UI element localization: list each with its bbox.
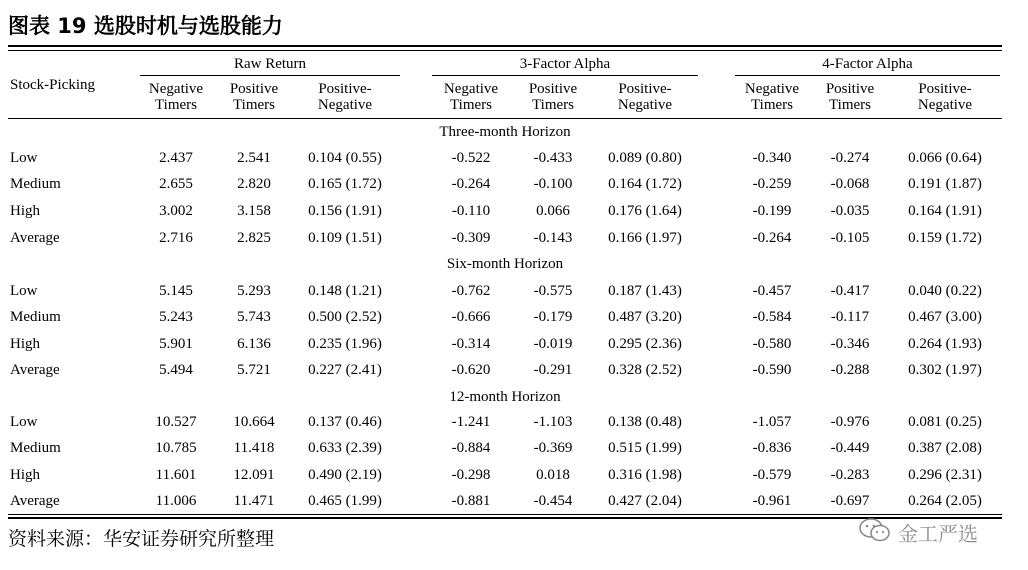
table-cell: 0.176 (1.64) [608, 203, 682, 219]
table-row [0, 203, 1010, 223]
bottom-rule-thin [8, 514, 1002, 515]
table-cell: 0.490 (2.19) [308, 467, 382, 483]
table-cell: -1.103 [533, 414, 573, 430]
table-row [0, 150, 1010, 170]
table-cell: 0.296 (2.31) [908, 467, 982, 483]
table-cell: -0.264 [752, 230, 792, 246]
table-cell: 0.089 (0.80) [608, 150, 682, 166]
row-label: Average [10, 493, 60, 509]
table-cell: -0.110 [451, 203, 491, 219]
table-cell: -0.309 [451, 230, 491, 246]
table-cell: 11.471 [233, 493, 275, 509]
col-header-4-factor-alpha-negative-timers: Negative Timers [744, 81, 800, 113]
table-cell: 5.243 [159, 309, 193, 325]
table-cell: -0.976 [830, 414, 870, 430]
table-row [0, 414, 1010, 434]
group-rule-4-factor-alpha [735, 75, 1000, 76]
table-cell: 0.328 (2.52) [608, 362, 682, 378]
table-cell: 0.227 (2.41) [308, 362, 382, 378]
table-cell: 0.264 (1.93) [908, 336, 982, 352]
table-cell: -1.241 [451, 414, 491, 430]
table-cell: -0.697 [830, 493, 870, 509]
table-cell: -0.575 [533, 283, 573, 299]
table-cell: 0.066 (0.64) [908, 150, 982, 166]
row-label: High [10, 336, 40, 352]
group-rule-raw-return [140, 75, 400, 76]
row-label: Medium [10, 176, 61, 192]
table-row [0, 467, 1010, 487]
table-row [0, 309, 1010, 329]
table-cell: 0.487 (3.20) [608, 309, 682, 325]
table-cell: 0.148 (1.21) [308, 283, 382, 299]
table-cell: 2.541 [237, 150, 271, 166]
row-label: Average [10, 230, 60, 246]
table-cell: 0.302 (1.97) [908, 362, 982, 378]
table-cell: 10.785 [155, 440, 197, 456]
horizon-label: 12-month Horizon [449, 389, 561, 405]
table-row [0, 493, 1010, 513]
table-cell: 3.002 [159, 203, 193, 219]
table-cell: 0.295 (2.36) [608, 336, 682, 352]
table-cell: -0.417 [830, 283, 870, 299]
table-cell: -0.580 [752, 336, 792, 352]
table-cell: -0.314 [451, 336, 491, 352]
table-row [0, 176, 1010, 196]
table-row [0, 230, 1010, 250]
table-cell: 0.500 (2.52) [308, 309, 382, 325]
table-cell: -0.117 [830, 309, 870, 325]
col-header-3-factor-alpha-positive-negative: Positive- Negative [617, 81, 673, 113]
group-header-raw-return: Raw Return [233, 56, 307, 72]
col-header-4-factor-alpha-positive-negative: Positive- Negative [917, 81, 973, 113]
table-cell: 11.418 [233, 440, 275, 456]
wechat-logo-icon [858, 516, 892, 544]
table-cell: 0.081 (0.25) [908, 414, 982, 430]
horizon-label: Six-month Horizon [446, 256, 564, 272]
table-cell: -0.291 [533, 362, 573, 378]
table-cell: 0.465 (1.99) [308, 493, 382, 509]
table-cell: 0.159 (1.72) [908, 230, 982, 246]
table-cell: -0.762 [451, 283, 491, 299]
row-label: Low [10, 414, 38, 430]
table-cell: -0.019 [533, 336, 573, 352]
table-cell: 11.601 [155, 467, 197, 483]
table-cell: -0.340 [752, 150, 792, 166]
col-header-raw-return-negative-timers: Negative Timers [148, 81, 204, 113]
bottom-rule-thick [8, 517, 1002, 519]
table-cell: -0.283 [830, 467, 870, 483]
table-cell: 10.664 [233, 414, 275, 430]
table-cell: -0.884 [451, 440, 491, 456]
table-cell: 2.655 [159, 176, 193, 192]
table-cell: 0.109 (1.51) [308, 230, 382, 246]
table-cell: 0.166 (1.97) [608, 230, 682, 246]
table-row [0, 336, 1010, 356]
table-cell: -0.590 [752, 362, 792, 378]
col-header-3-factor-alpha-positive-timers: Positive Timers [528, 81, 578, 113]
table-cell: -0.433 [533, 150, 573, 166]
table-row [0, 362, 1010, 382]
table-cell: 12.091 [233, 467, 275, 483]
table-cell: -0.881 [451, 493, 491, 509]
table-cell: -0.579 [752, 467, 792, 483]
table-cell: 0.467 (3.00) [908, 309, 982, 325]
table-cell: -0.288 [830, 362, 870, 378]
table-cell: 0.165 (1.72) [308, 176, 382, 192]
table-cell: 5.293 [237, 283, 271, 299]
table-cell: 0.191 (1.87) [908, 176, 982, 192]
table-cell: -0.346 [830, 336, 870, 352]
table-cell: -0.068 [830, 176, 870, 192]
table-cell: -0.457 [752, 283, 792, 299]
table-cell: 5.494 [159, 362, 193, 378]
table-cell: 2.716 [159, 230, 193, 246]
row-label: Low [10, 283, 38, 299]
table-cell: 0.633 (2.39) [308, 440, 382, 456]
table-cell: -0.836 [752, 440, 792, 456]
table-cell: 0.515 (1.99) [608, 440, 682, 456]
table-cell: 0.018 [536, 467, 570, 483]
table-cell: -0.666 [451, 309, 491, 325]
col-header-4-factor-alpha-positive-timers: Positive Timers [825, 81, 875, 113]
table-cell: -0.100 [533, 176, 573, 192]
table-cell: 5.901 [159, 336, 193, 352]
col-header-raw-return-positive-negative: Positive- Negative [317, 81, 373, 113]
table-cell: 0.138 (0.48) [608, 414, 682, 430]
table-cell: 0.164 (1.91) [908, 203, 982, 219]
table-cell: 0.187 (1.43) [608, 283, 682, 299]
table-cell: -0.449 [830, 440, 870, 456]
table-cell: 10.527 [155, 414, 197, 430]
figure-title: 图表 19 选股时机与选股能力 [8, 14, 283, 38]
group-rule-3-factor-alpha [432, 75, 698, 76]
table-cell: 5.145 [159, 283, 193, 299]
table-cell: -0.961 [752, 493, 792, 509]
table-cell: 0.066 [536, 203, 570, 219]
table-cell: -0.454 [533, 493, 573, 509]
horizon-label: Three-month Horizon [439, 124, 571, 140]
group-header-3-factor-alpha: 3-Factor Alpha [519, 56, 611, 72]
table-cell: 0.264 (2.05) [908, 493, 982, 509]
table-cell: 0.235 (1.96) [308, 336, 382, 352]
table-cell: -0.369 [533, 440, 573, 456]
table-cell: 2.820 [237, 176, 271, 192]
watermark-text: 金工严选 [898, 522, 978, 546]
watermark [858, 516, 1008, 546]
table-cell: 6.136 [237, 336, 271, 352]
table-cell: -0.259 [752, 176, 792, 192]
table-cell: -0.035 [830, 203, 870, 219]
row-label: High [10, 203, 40, 219]
row-label: Low [10, 150, 38, 166]
table-cell: -1.057 [752, 414, 792, 430]
table-cell: 0.156 (1.91) [308, 203, 382, 219]
top-rule-thin [8, 50, 1002, 51]
table-cell: 5.721 [237, 362, 271, 378]
row-label: Medium [10, 309, 61, 325]
header-bottom-rule [8, 118, 1002, 119]
table-cell: 0.104 (0.55) [308, 150, 382, 166]
table-cell: 0.387 (2.08) [908, 440, 982, 456]
table-row [0, 283, 1010, 303]
table-cell: -0.264 [451, 176, 491, 192]
table-cell: -0.298 [451, 467, 491, 483]
table-cell: 0.427 (2.04) [608, 493, 682, 509]
table-cell: -0.143 [533, 230, 573, 246]
col-header-raw-return-positive-timers: Positive Timers [229, 81, 279, 113]
table-cell: 0.137 (0.46) [308, 414, 382, 430]
table-cell: 0.164 (1.72) [608, 176, 682, 192]
table-cell: -0.620 [451, 362, 491, 378]
row-label: High [10, 467, 40, 483]
row-label: Average [10, 362, 60, 378]
table-cell: -0.584 [752, 309, 792, 325]
stub-header: Stock-Picking [10, 77, 95, 93]
table-cell: 0.316 (1.98) [608, 467, 682, 483]
source-note: 资料来源：华安证券研究所整理 [8, 528, 275, 550]
table-cell: 0.040 (0.22) [908, 283, 982, 299]
col-header-3-factor-alpha-negative-timers: Negative Timers [443, 81, 499, 113]
table-cell: 5.743 [237, 309, 271, 325]
table-cell: -0.522 [451, 150, 491, 166]
table-row [0, 440, 1010, 460]
group-header-4-factor-alpha: 4-Factor Alpha [822, 56, 913, 72]
table-cell: -0.105 [830, 230, 870, 246]
table-cell: -0.274 [830, 150, 870, 166]
table-cell: 2.437 [159, 150, 193, 166]
table-cell: -0.199 [752, 203, 792, 219]
table-cell: 2.825 [237, 230, 271, 246]
table-cell: -0.179 [533, 309, 573, 325]
table-cell: 11.006 [155, 493, 197, 509]
top-rule-thick [8, 45, 1002, 47]
row-label: Medium [10, 440, 61, 456]
table-cell: 3.158 [237, 203, 271, 219]
